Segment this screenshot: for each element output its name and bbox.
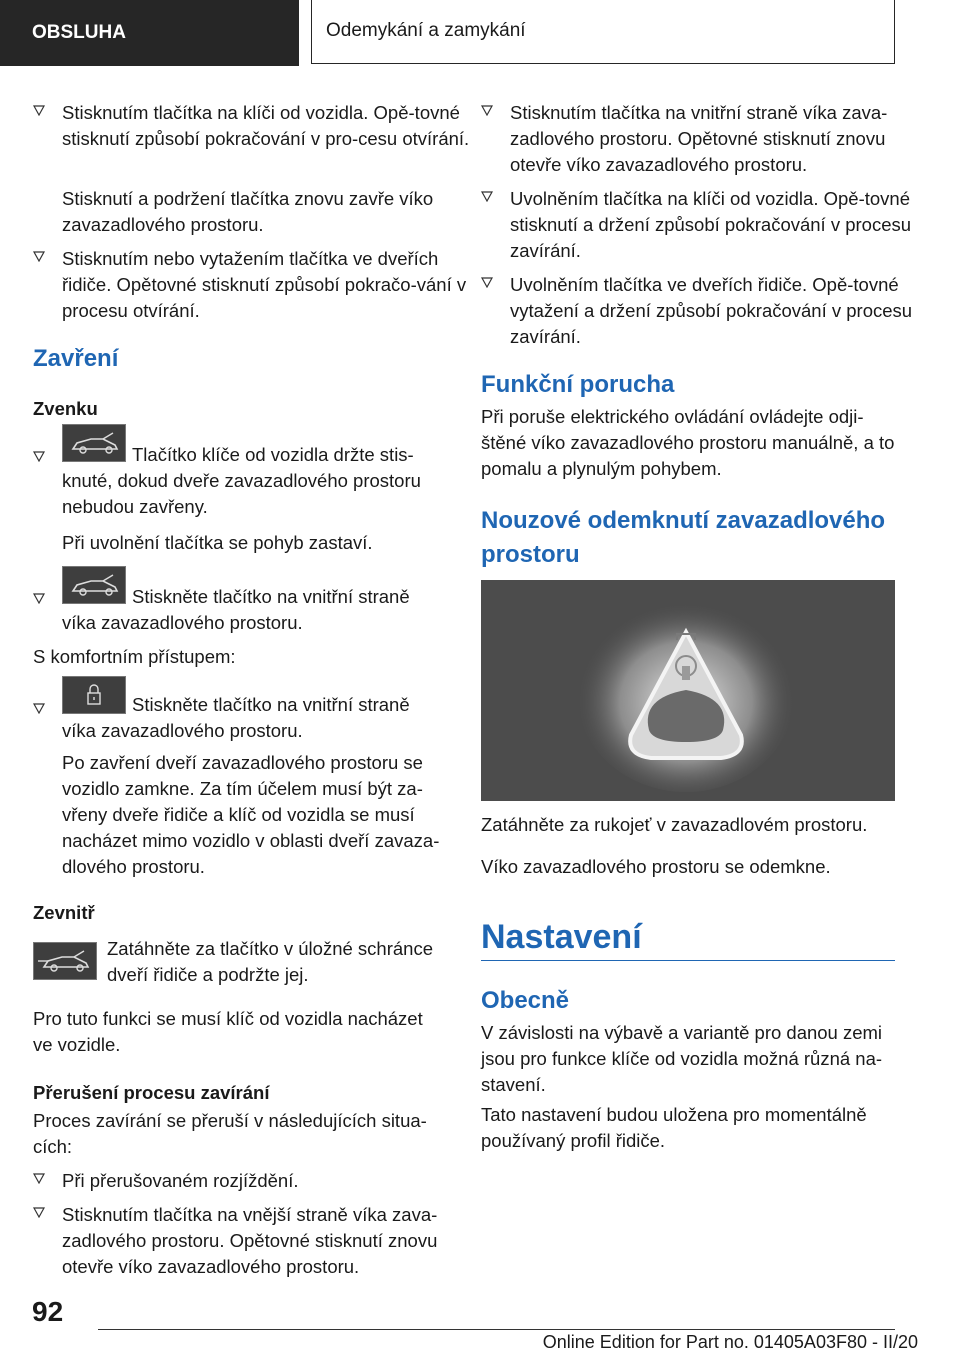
list-item: [481, 186, 924, 264]
photo-caption: Zatáhněte za rukojeť v zavazadlovém prostoru.: [481, 814, 868, 835]
list-triangle-icon: [481, 276, 495, 290]
interrupt-text: Proces zavírání se přeruší v následujících situa-cích:: [33, 1110, 427, 1157]
list-item: [33, 246, 474, 324]
list-triangle-icon: [33, 250, 47, 264]
list-item: [33, 1168, 474, 1194]
comfort-access-label: S komfortním přístupem:: [33, 646, 236, 667]
list-item-text: Uvolněním tlačítka ve dveřích řidiče. Opě-tovné vytažení a držení způsobí pokračování v procesu zavírání.: [510, 274, 913, 347]
page-header: [0, 0, 960, 66]
list-item-subtext: Stisknutí a podržení tlačítka znovu zavře víko zavazadlového prostoru.: [62, 188, 434, 235]
trunk-car-icon: [33, 942, 97, 980]
heading-general: Obecně: [481, 987, 570, 1014]
inside-text: Zatáhněte za tlačítko v úložné schránce dveří řidiče a podržte jej.: [107, 938, 433, 985]
list-item-text: Stisknutím tlačítka na vnitřní straně víka zava-zadlového prostoru. Opětovné stisknutí znovu otevře víko zavazadlového prostoru.: [510, 102, 888, 175]
edition-footer: Online Edition for Part no. 01405A03F80 - II/20: [542, 1332, 918, 1352]
list-item-text: Uvolněním tlačítka na klíči od vozidla. Opě-tovné stisknutí a držení způsobí pokračování v procesu zavírání.: [510, 188, 912, 261]
list-triangle-icon: [33, 592, 47, 606]
list-triangle-icon: [481, 104, 495, 118]
list-triangle-icon: [481, 190, 495, 204]
heading-emergency: Nouzové odemknutí zavazadlového prostoru: [481, 507, 886, 568]
list-triangle-icon: [33, 1206, 47, 1220]
list-item: [33, 100, 474, 152]
heading-outside: Zvenku: [33, 398, 98, 419]
list-triangle-icon: [33, 702, 47, 716]
emergency-handle-photo: [481, 580, 895, 801]
list-triangle-icon: [33, 1172, 47, 1186]
heading-close: Zavření: [33, 345, 119, 372]
list-item-text: Stiskněte tlačítko na vnitřní straně víka zavazadlového prostoru.: [62, 586, 410, 633]
page-number: 92: [32, 1296, 64, 1327]
section-divider: [481, 960, 895, 961]
heading-malfunction: Funkční porucha: [481, 371, 675, 398]
list-item-text: Stiskněte tlačítko na vnitřní straně víka zavazadlového prostoru.: [62, 694, 410, 741]
malfunction-text: Při poruše elektrického ovládání ovládejte odji-štěné víko zavazadlového prostoru manuálně, a to pomalu a plynulým pohybem.: [481, 406, 895, 479]
photo-note: Víko zavazadlového prostoru se odemkne.: [481, 856, 831, 877]
list-item: [481, 100, 924, 178]
general-text-2: Tato nastavení budou uložena pro momentálně používaný profil řidiče.: [481, 1104, 867, 1151]
list-item-text: Stisknutím nebo vytažením tlačítka ve dveřích řidiče. Opětovné stisknutí způsobí pokračo-vání v procesu otvírání.: [62, 248, 467, 321]
list-item: [481, 272, 924, 350]
general-text: V závislosti na výbavě a variantě pro danou zemi jsou pro funkce klíče od vozidla možná různá na-stavení.: [481, 1022, 883, 1095]
section-tab: OBSLUHA: [0, 0, 299, 66]
heading-settings: Nastavení: [481, 918, 642, 956]
heading-interrupt: Přerušení procesu zavírání: [33, 1082, 270, 1103]
inside-note: Pro tuto funkci se musí klíč od vozidla nacházet ve vozidle.: [33, 1008, 423, 1055]
list-item: [33, 1202, 474, 1280]
list-item-text: Při přerušovaném rozjíždění.: [62, 1170, 299, 1191]
footer-divider: [98, 1329, 895, 1330]
list-triangle-icon: [33, 450, 47, 464]
chapter-title: Odemykání a zamykání: [311, 0, 895, 64]
heading-inside: Zevnitř: [33, 902, 95, 923]
list-item-subtext: Při uvolnění tlačítka se pohyb zastaví.: [62, 532, 373, 553]
list-item-text: Stisknutím tlačítka na vnější straně víka zava-zadlového prostoru. Opětovné stisknutí znovu otevře víko zavazadlového prostoru.: [62, 1204, 438, 1277]
list-item-subtext: Po zavření dveří zavazadlového prostoru se vozidlo zamkne. Za tím účelem musí být za-vřeny dveře řidiče a klíč od vozidla se musí nacházet mimo vozidlo v oblasti dveří zavaza-dlového prostoru.: [62, 752, 440, 877]
list-item-text: Stisknutím tlačítka na klíči od vozidla. Opě-tovné stisknutí způsobí pokračování v pro-cesu otvírání.: [62, 102, 470, 149]
list-item-text: Tlačítko klíče od vozidla držte stis-knuté, dokud dveře zavazadlového prostoru nebudou zavřeny.: [62, 444, 421, 517]
list-triangle-icon: [33, 104, 47, 118]
